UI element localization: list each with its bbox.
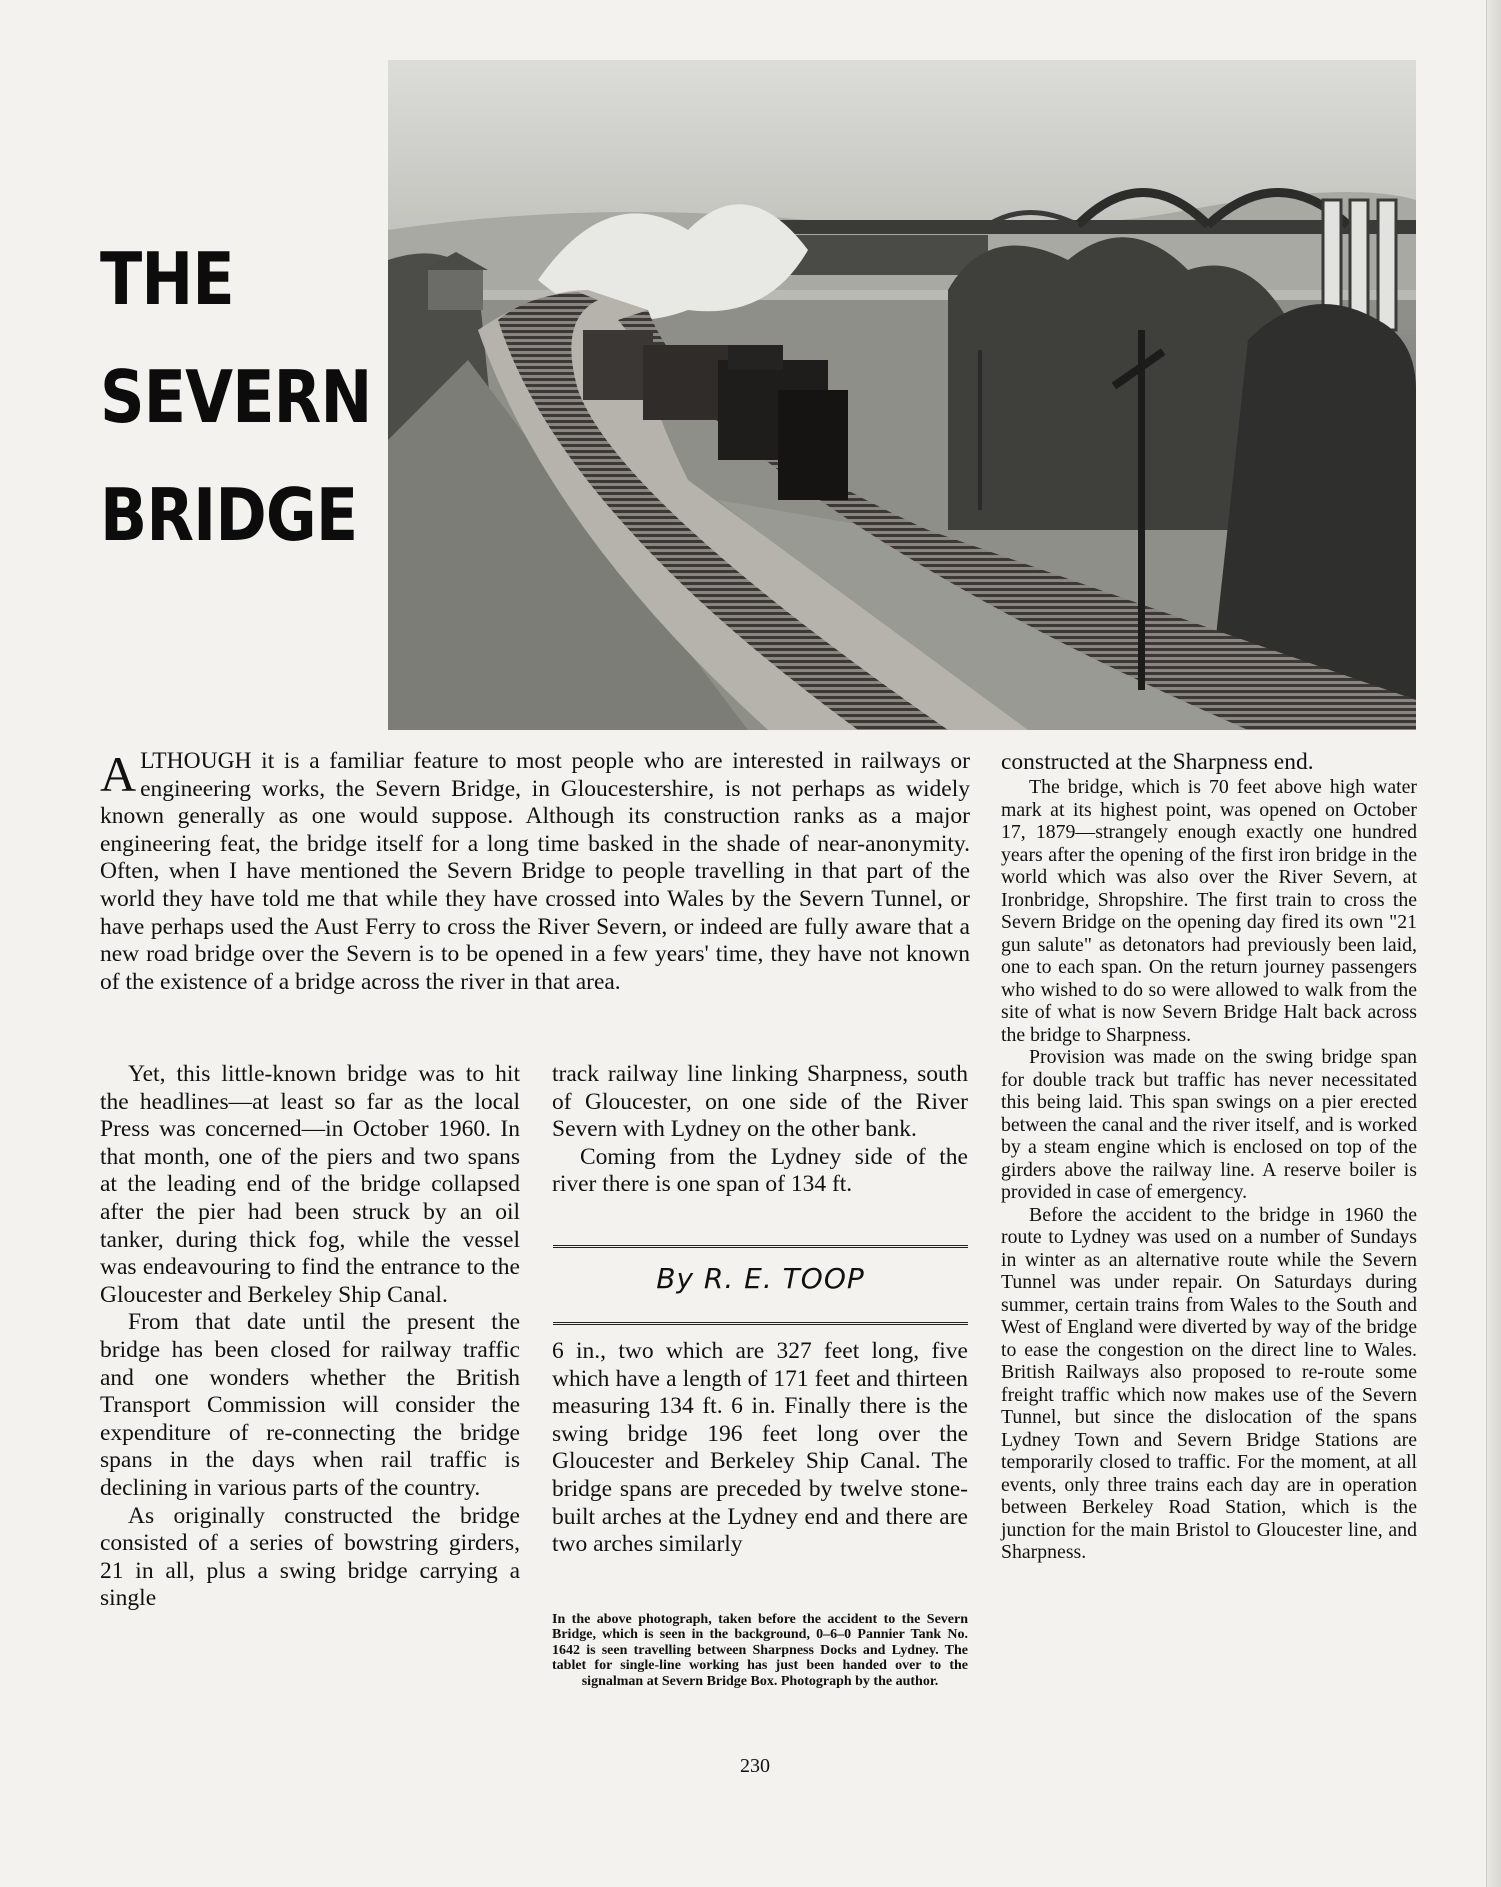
left-paragraph-3: As originally constructed the bridge consisted of a series of bowstring girders, 21 in all, plus a swing bridge carrying a single [100,1502,520,1612]
middle-column-top [552,1061,968,1199]
title-line-2: SEVERN [100,355,372,439]
middle-paragraph-3: 6 in., two which are 327 feet long, five which have a length of 171 feet and thirteen measuring 134 ft. 6 in. Finally there is the swing bridge 196 feet long over the Gloucester and Berkeley Ship Canal. The bridge spans are preceded by twelve stone-built arches at the Lydney end and there are two arches similarly [552,1338,968,1558]
middle-column-bottom [552,1338,968,1559]
right-column [1001,748,1417,1564]
article-title [100,220,372,574]
title-line-1: THE [100,237,234,321]
middle-paragraph-1: track railway line linking Sharpness, south of Gloucester, on one side of the River Severn with Lydney on the other bank. [552,1061,968,1143]
right-paragraph-2: Provision was made on the swing bridge span for double track but traffic has never necessitated this being laid. This span swings on a pier erected between the canal and the river itself, and is worked by a steam engine which is enclosed on top of the girders above the railway line. A reserve boiler is provided in case of emergency. [1001,1046,1417,1203]
page-number: 230 [740,1755,770,1777]
left-paragraph-1: Yet, this little-known bridge was to hit the headlines—at least so far as the local Press was concerned—in October 1960. In that month, one of the piers and two spans at the leading end of the bridge collapsed after the pier had been struck by an oil tanker, during thick fog, while the vessel was endeavouring to find the entrance to the Gloucester and Berkeley Ship Canal. [100,1061,520,1308]
lead-text: LTHOUGH it is a familiar feature to most people who are interested in railways or engineering works, the Severn Bridge, in Gloucestershire, is not perhaps as widely known generally as one would suppose. Although its construction ranks as a major engineering feat, the bridge itself for a long time basked in the shade of near-anonymity. Often, when I have mentioned the Severn Bridge to people travelling in that part of the world they have told me that while they have crossed into Wales by the Severn Tunnel, or have perhaps used the Aust Ferry to cross the River Severn, or indeed are fully aware that a new road bridge over the Severn is to be opened in a few years' time, they have not known of the existence of a bridge across the river in that area. [100,748,970,995]
right-first-line: constructed at the Sharpness end. [1001,749,1314,775]
left-column [100,1061,520,1613]
page-edge [1486,0,1501,1887]
right-paragraph-1: The bridge, which is 70 feet above high water mark at its highest point, was opened on October 17, 1879—strangely enough exactly one hundred years after the opening of the first iron bridge in the world which was also over the River Severn, at Ironbridge, Shropshire. The first train to cross the Severn Bridge on the opening day fired its own "21 gun salute" as detonators had previously been laid, one to each span. On the return journey passengers who wished to do so were allowed to walk from the site of what is now Severn Bridge Halt back across the bridge to Sharpness. [1001,776,1417,1046]
byline: By R. E. TOOP [656,1262,865,1295]
lead-paragraph [100,748,970,996]
drop-cap: A [100,746,137,802]
title-line-3: BRIDGE [100,473,358,557]
middle-paragraph-2: Coming from the Lydney side of the river there is one span of 134 ft. [552,1143,968,1198]
left-paragraph-2: From that date until the present the bridge has been closed for railway traffic and one wonders whether the British Transport Commission will consider the expenditure of re-connecting the bridge spans in the days when rail traffic is declining in various parts of the country. [100,1309,520,1501]
train-photograph [388,60,1416,730]
photo-caption: In the above photograph, taken before the accident to the Severn Bridge, which is seen in the background, 0–6–0 Pannier Tank No. 1642 is seen travelling between Sharpness Docks and Lydney. The tablet for single-line working has just been handed over to the signalman at Severn Bridge Box. Photograph by the author. [552,1612,968,1689]
right-paragraph-3: Before the accident to the bridge in 1960 the route to Lydney was used on a number of Sundays in winter as an alternative route while the Severn Tunnel was under repair. On Saturdays during summer, certain trains from Wales to the South and West of England were diverted by way of the bridge to ease the congestion on the direct line to Wales. British Railways also proposed to re-route some freight traffic which now makes use of the Severn Tunnel, but since the dislocation of the spans Lydney Town and Severn Bridge Stations are temporarily closed to traffic. For the moment, at all events, only three trains each day are in operation between Berkeley Road Station, which is the junction for the main Bristol to Gloucester line, and Sharpness. [1001,1203,1417,1563]
